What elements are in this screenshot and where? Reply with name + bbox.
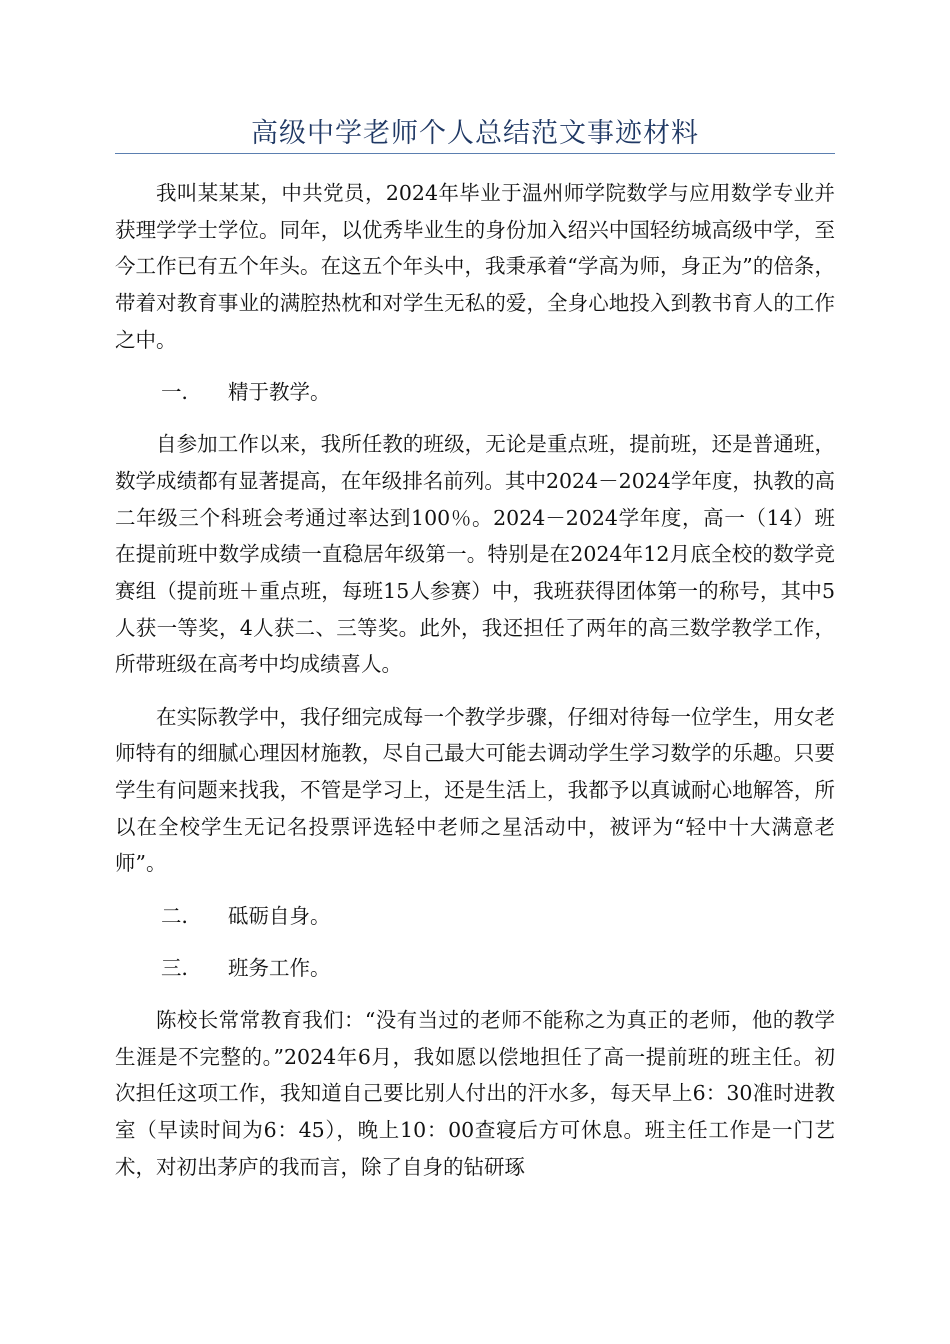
- section-number: 二．: [161, 903, 202, 928]
- title-underline: [115, 153, 835, 154]
- section-number: 一．: [161, 380, 202, 405]
- paragraph-teaching-results: 自参加工作以来，我所任教的班级，无论是重点班，提前班，还是普通班，数学成绩都有显著提高，在年级排名前列。其中2024－2024学年度，执教的高二年级三个科班会考通过率达到100％。2024－2024学年度，高一（14）班在提前班中数学成绩一直稳居年级第一。特别是在2024年12月底全校的数学竞赛组（提前班＋重点班，每班15人参赛）中，我班获得团体第一的称号，其中5人获一等奖，4人获二、三等奖。此外，我还担任了两年的高三数学教学工作，所带班级在高考中均成绩喜人。: [115, 432, 835, 677]
- document-title: 高级中学老师个人总结范文事迹材料: [251, 118, 699, 149]
- section-heading-1: [115, 374, 835, 411]
- section-title: 精于教学。: [228, 380, 331, 405]
- section-heading-2: [115, 898, 835, 935]
- section-number: 三．: [161, 955, 202, 980]
- paragraph-class-work: 陈校长常常教育我们：“没有当过的老师不能称之为真正的老师，他的教学生涯是不完整的。”2024年6月，我如愿以偿地担任了高一提前班的班主任。初次担任这项工作，我知道自己要比别人付出的汗水多，每天早上6：30准时进教室（早读时间为6：45），晚上10：00查寝后方可休息。班主任工作是一门艺术，对初出茅庐的我而言，除了自身的钻研琢: [115, 1008, 835, 1179]
- paragraph-intro: 我叫某某某，中共党员，2024年毕业于温州师学院数学与应用数学专业并获理学学士学位。同年，以优秀毕业生的身份加入绍兴中国轻纺城高级中学，至今工作已有五个年头。在这五个年头中，我秉承着“学高为师，身正为”的倍条，带着对教育事业的满腔热枕和对学生无私的爱，全身心地投入到教书育人的工作之中。: [115, 181, 835, 352]
- section-title: 班务工作。: [228, 955, 331, 980]
- document-body: [115, 175, 835, 1201]
- section-title: 砥砺自身。: [228, 903, 331, 928]
- paragraph-teaching-practice: 在实际教学中，我仔细完成每一个教学步骤，仔细对待每一位学生，用女老师特有的细腻心理因材施教，尽自己最大可能去调动学生学习数学的乐趣。只要学生有问题来找我，不管是学习上，还是生活上，我都予以真诚耐心地解答，所以在全校学生无记名投票评选轻中老师之星活动中，被评为“轻中十大满意老师”。: [115, 704, 835, 876]
- section-heading-3: [115, 950, 835, 987]
